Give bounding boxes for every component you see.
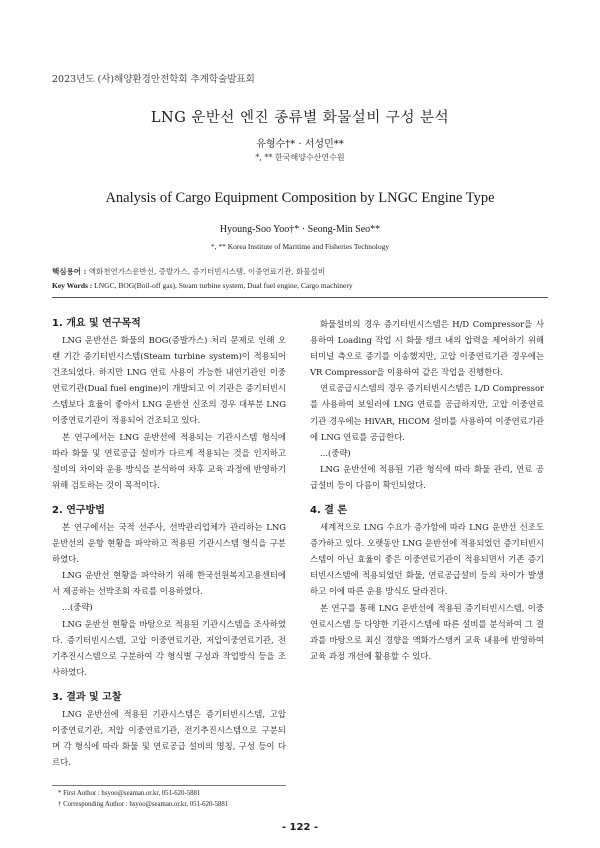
- footnote-corresponding-author: † Corresponding Author : hsyoo@seaman.or.kr, 051-620-5881: [58, 801, 229, 808]
- paragraph: 화물설비의 경우 증기터빈시스템은 H/D Compressor을 사용하여 Loading 작업 시 화물 탱크 내의 압력을 제어하기 위해 터미널 측으로 증기를 이송했지만, 고압 이중연료기관 경우에는 VR Compressor을 이용하여 같은 작업을 진행한다.: [310, 319, 544, 378]
- section-heading-method: 2. 연구방법: [52, 504, 105, 516]
- paragraph: 연료공급시스템의 경우 증기터빈시스템은 L/D Compressor를 사용하여 보일러에 LNG 연료를 공급하지만, 고압 이중연료기관 경우에는 HiVAR, HiCOM 설비를 사용하여 이중연료기관에 LNG 연료를 공급한다.: [310, 383, 544, 442]
- paragraph: LNG 운반선 현황을 바탕으로 적용된 기관시스템을 조사하였다. 증기터빈시스템, 고압 이중연료기관, 저압이중연료기관, 전기추진시스템으로 구분하여 각 형식별 구성과 작업방식 등을 조사하였다.: [52, 618, 286, 677]
- conference-header: 2023년도 (사)해양환경안전학회 추계학술발표회: [52, 74, 255, 85]
- section-heading-results: 3. 결과 및 고찰: [52, 691, 122, 703]
- omission-note: ...(중략): [62, 602, 93, 613]
- keywords-english-label: Key Words :: [52, 281, 93, 290]
- korean-authors: 유형수†* · 서성민**: [256, 139, 344, 150]
- keywords-korean-label: 핵심용어 :: [52, 267, 87, 276]
- keywords-korean-text: 액화천연가스운반선, 증발가스, 증기터빈시스템, 이중연료기관, 화물설비: [86, 267, 326, 276]
- omission-note: ...(중략): [320, 447, 351, 458]
- paragraph: 본 연구에서는 LNG 운반선에 적용되는 기관시스템 형식에 따라 화물 및 연료공급 설비가 다르게 적용되는 것을 인지하고 설비의 차이와 운용 방식을 분석하여 차후 교육 과정에 반영하기 위해 검토하는 것이 목적이다.: [52, 431, 286, 490]
- section-heading-overview: 1. 개요 및 연구목적: [52, 318, 141, 329]
- keywords-english-text: LNGC, BOG(Boil-off gas), Steam turbine system, Dual fuel engine, Cargo machinery: [92, 281, 353, 290]
- keywords-korean: [52, 266, 325, 277]
- section-heading-conclusion: 4. 결 론: [310, 505, 348, 517]
- korean-affiliation: *, ** 한국해양수산연수원: [255, 153, 345, 162]
- footnote-first-author: * First Author : hsyoo@seaman.or.kr, 051-620-5881: [58, 790, 201, 797]
- paragraph: 본 연구를 통해 LNG 운반선에 적용된 증기터빈시스템, 이중연료시스템 등 다양한 기관시스템에 따른 설비를 분석하여 그 결과를 바탕으로 최신 경향을 액화가스탱커 교육 내용에 반영하여 교육 과정 개선에 활용할 수 있다.: [310, 602, 544, 661]
- footnote-divider: [52, 785, 286, 786]
- page-number: - 122 -: [281, 822, 319, 833]
- paragraph: LNG 운반선 현황을 파악하기 위해 한국선원복지고용센터에서 제공하는 선박조회 자료를 이용하였다.: [52, 570, 286, 597]
- english-title: Analysis of Cargo Equipment Composition by LNGC Engine Type: [105, 190, 495, 206]
- paragraph: LNG 운반선에 적용된 기관 형식에 따라 화물 관리, 연료 공급설비 등이 다름이 확인되었다.: [310, 463, 544, 490]
- paragraph: 세계적으로 LNG 수요가 증가함에 따라 LNG 운반선 신조도 증가하고 있다. 오랫동안 LNG 운반선에 적용되었던 증기터빈시스템이 아닌 효율이 좋은 이중연료기관이 적용되면서 기존 증기터빈시스템에 적용되었던 화물, 연료공급설비 등의 차이가 발생하고 이에 따른 운용 방식도 달라진다.: [310, 522, 544, 597]
- paragraph: LNG 운반선에 적용된 기관시스템은 증기터빈시스템, 고압 이중연료기관, 저압 이중연료기관, 전기추진시스템으로 구분되며 각 형식에 따라 화물 및 연료공급 설비의 명칭, 구성 등이 다르다.: [52, 708, 286, 768]
- right-column: [310, 316, 544, 664]
- paragraph: 본 연구에서는 국적 선주사, 선박관리업체가 관리하는 LNG 운반선의 운항 현황을 파악하고 적용된 기관시스템 형식을 구분하였다.: [52, 521, 286, 565]
- english-affiliation: *, ** Korea Institute of Maritime and Fisheries Technology: [210, 242, 390, 251]
- left-column: [52, 316, 286, 770]
- korean-title: LNG 운반선 엔진 종류별 화물설비 구성 분석: [150, 110, 450, 126]
- keywords-english: [52, 281, 353, 290]
- english-authors: Hyoung-Soo Yoo†* · Seong-Min Seo**: [219, 224, 381, 235]
- paragraph: LNG 운반선은 화물의 BOG(증발가스) 처리 문제로 인해 오랜 기간 증기터빈시스템(Steam turbine system)이 적용되어 건조되었다. 하지만 LNG 연료 사용이 가능한 내연기관인 이중연료기관(Dual fuel engine)이 개발되고 이 기관은 증기터빈시스템보다 효율이 좋아서 LNG 운반선 신조의 경우 대부분 LNG 이중연료기관이 적용되어 건조되고 있다.: [52, 335, 286, 426]
- header-divider: [52, 297, 548, 298]
